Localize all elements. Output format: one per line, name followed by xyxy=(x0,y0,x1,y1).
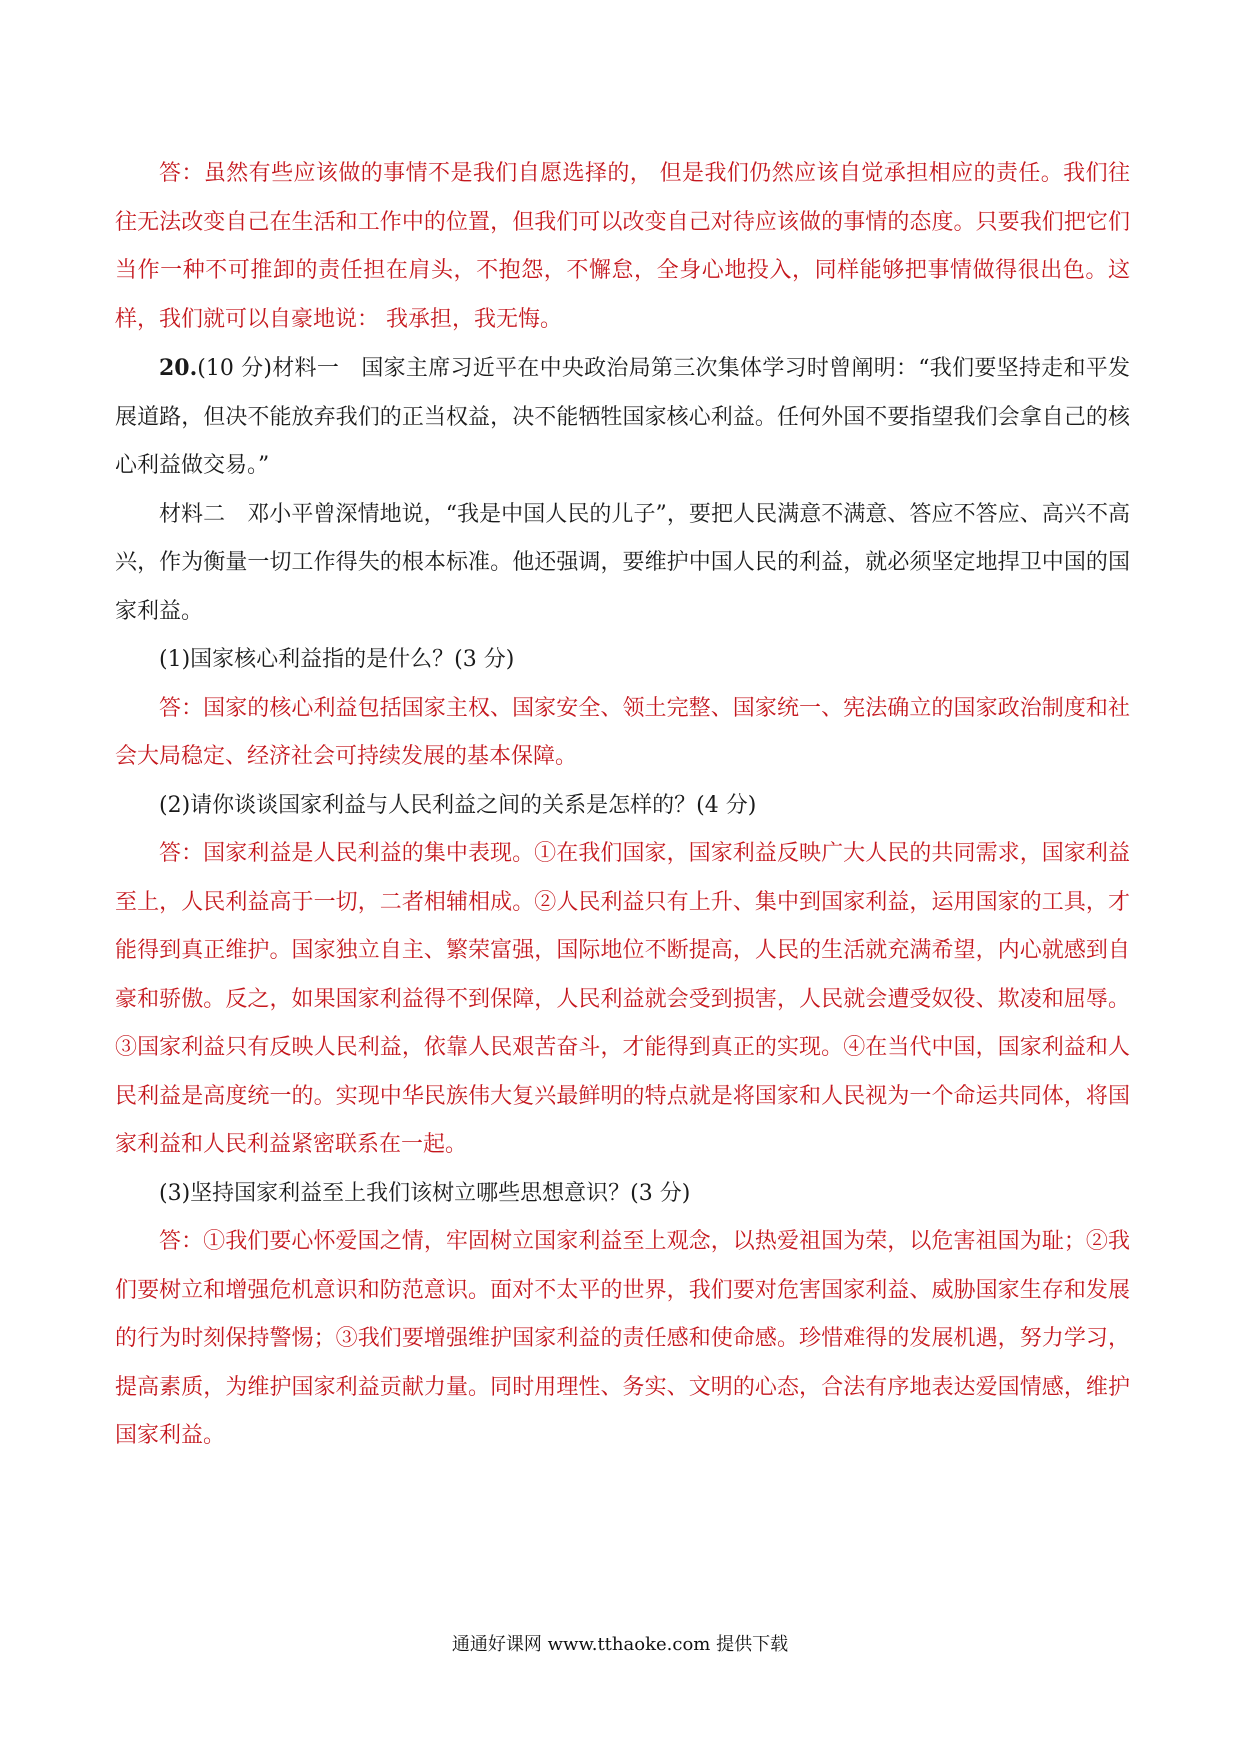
question-20-material-2: 材料二 邓小平曾深情地说，“我是中国人民的儿子”，要把人民满意不满意、答应不答应、高兴不高兴，作为衡量一切工作得失的根本标准。他还强调，要维护中国人民的利益，就必须坚定地捍卫中国的国家利益。 xyxy=(115,501,1130,624)
sub-answer-1: 答：国家的核心利益包括国家主权、国家安全、领土完整、国家统一、宪法确立的国家政治制度和社会大局稳定、经济社会可持续发展的基本保障。 xyxy=(115,695,1130,769)
sub-question-1: (1)国家核心利益指的是什么？(3 分) xyxy=(159,647,515,672)
question-number: 20. xyxy=(159,355,198,381)
sub-question-2: (2)请你谈谈国家利益与人民利益之间的关系是怎样的？(4 分) xyxy=(159,792,757,818)
answer-previous-question: 答：虽然有些应该做的事情不是我们自愿选择的， 但是我们仍然应该自觉承担相应的责任。我们往往无法改变自己在生活和工作中的位置，但我们可以改变自己对待应该做的事情的态度。只要我们把它们当作一种不可推卸的责任担在肩头，不抱怨，不懈怠，全身心地投入，同样能够把事情做得很出色。这样，我们就可以自豪地说： 我承担，我无悔。 xyxy=(115,161,1130,332)
question-20-material-1 xyxy=(115,344,1130,491)
sub-answer-2: 答：国家利益是人民利益的集中表现。①在我们国家，国家利益反映广大人民的共同需求，国家利益至上，人民利益高于一切，二者相辅相成。②人民利益只有上升、集中到国家利益，运用国家的工具，才能得到真正维护。国家独立自主、繁荣富强，国际地位不断提高，人民的生活就充满希望，内心就感到自豪和骄傲。反之，如果国家利益得不到保障，人民利益就会受到损害，人民就会遭受奴役、欺凌和屈辱。③国家利益只有反映人民利益，依靠人民艰苦奋斗，才能得到真正的实现。④在当代中国，国家利益和人民利益是高度统一的。实现中华民族伟大复兴最鲜明的特点就是将国家和人民视为一个命运共同体，将国家利益和人民利益紧密联系在一起。 xyxy=(115,841,1130,1157)
sub-answer-3: 答：①我们要心怀爱国之情，牢固树立国家利益至上观念，以热爱祖国为荣，以危害祖国为耻；②我们要树立和增强危机意识和防范意识。面对不太平的世界，我们要对危害国家利益、威胁国家生存和发展的行为时刻保持警惕；③我们要增强维护国家利益的责任感和使命感。珍惜难得的发展机遇，努力学习，提高素质，为维护国家利益贡献力量。同时用理性、务实、文明的心态，合法有序地表达爱国情感，维护国家利益。 xyxy=(115,1229,1130,1448)
sub-question-3: (3)坚持国家利益至上我们该树立哪些思想意识？(3 分) xyxy=(159,1180,691,1206)
page-footer: 通通好课网 www.tthaoke.com 提供下载 xyxy=(451,1634,789,1655)
material-1-text: (10 分)材料一 国家主席习近平在中央政治局第三次集体学习时曾阐明：“我们要坚持走和平发展道路，但决不能放弃我们的正当权益，决不能牺牲国家核心利益。任何外国不要指望我们会拿自己的核心利益做交易。” xyxy=(115,356,1130,478)
document-body xyxy=(115,150,1130,1461)
